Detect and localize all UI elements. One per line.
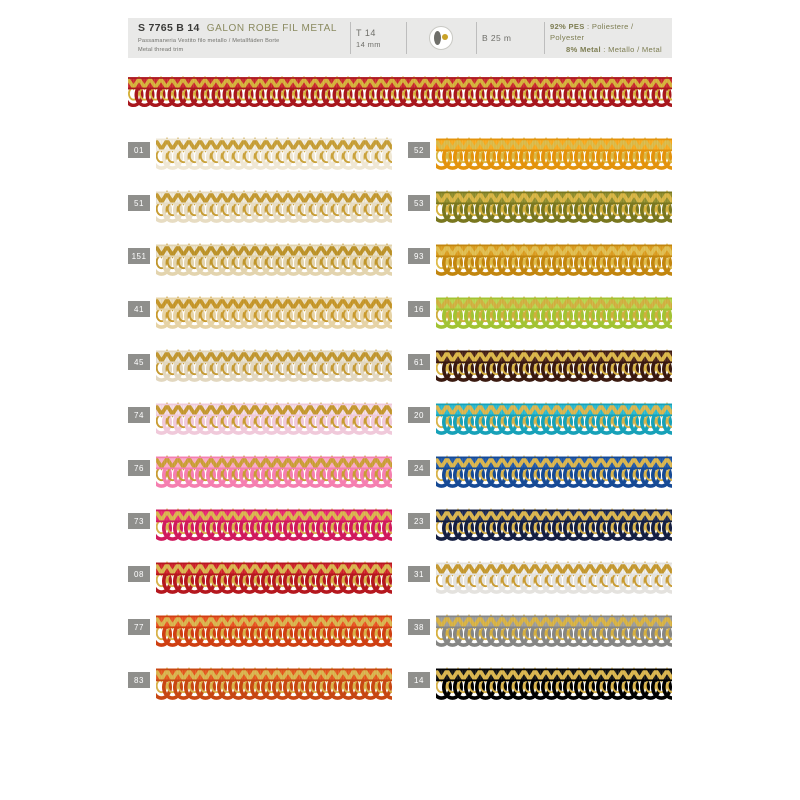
header-code-cell [128, 18, 350, 58]
swatch-color-code: 74 [128, 407, 150, 423]
swatch-row[interactable] [128, 234, 392, 285]
swatch-sample [156, 502, 392, 544]
quantity-label: B 25 m [482, 33, 512, 43]
swatch-row[interactable] [128, 446, 392, 497]
swatch-sample [156, 131, 392, 173]
swatch-sample [436, 449, 672, 491]
composition-line-1 [550, 21, 662, 44]
swatch-sample [436, 343, 672, 385]
swatch-color-code: 73 [128, 513, 150, 529]
swatch-row[interactable] [408, 128, 672, 179]
product-subtitle-line2: Metal thread trim [138, 46, 184, 53]
swatch-sample [436, 184, 672, 226]
swatch-sample [156, 396, 392, 438]
product-subtitle-line1: Passamaneria Vestito filo metallo / Metallfäden Borte [138, 38, 280, 45]
composition-2-text: : Metallo / Metal [603, 44, 662, 54]
swatch-sample [156, 343, 392, 385]
product-subtitle [138, 37, 344, 53]
swatch-color-code: 76 [128, 460, 150, 476]
swatch-row[interactable] [408, 446, 672, 497]
header-spool-cell [406, 18, 476, 58]
swatch-row[interactable] [128, 393, 392, 444]
swatch-row[interactable] [128, 552, 392, 603]
swatch-color-code: 51 [128, 195, 150, 211]
thread-spool-icon [429, 26, 453, 50]
swatch-color-code: 93 [408, 248, 430, 264]
swatch-row[interactable] [128, 128, 392, 179]
swatch-row[interactable] [408, 552, 672, 603]
swatch-color-code: 20 [408, 407, 430, 423]
swatch-sample [156, 661, 392, 703]
swatch-sample [436, 396, 672, 438]
swatch-row[interactable] [408, 340, 672, 391]
composition-2-value: 8% Metal [565, 44, 601, 54]
hero-sample-strip [128, 70, 672, 110]
swatch-row[interactable] [128, 499, 392, 550]
header-quantity-cell [476, 18, 544, 58]
size-mm: 14 mm [356, 39, 381, 49]
swatch-sample [156, 608, 392, 650]
swatch-color-code: 61 [408, 354, 430, 370]
swatch-sample [156, 555, 392, 597]
swatch-color-code: 41 [128, 301, 150, 317]
swatch-row[interactable] [408, 234, 672, 285]
swatch-row[interactable] [128, 287, 392, 338]
swatch-color-code: 01 [128, 142, 150, 158]
swatch-color-code: 151 [128, 248, 150, 264]
swatch-color-code: 77 [128, 619, 150, 635]
size-code: T 14 [356, 27, 376, 38]
swatch-sample [156, 237, 392, 279]
swatch-sample [436, 661, 672, 703]
swatch-row[interactable] [408, 499, 672, 550]
swatch-column-right [408, 128, 672, 711]
swatch-sample [156, 449, 392, 491]
composition-line-2 [566, 44, 662, 55]
composition-1-text: : Poliestere / Polyester [550, 21, 634, 43]
swatch-color-code: 53 [408, 195, 430, 211]
swatch-color-code: 24 [408, 460, 430, 476]
swatch-sample [436, 131, 672, 173]
swatch-row[interactable] [408, 287, 672, 338]
swatch-row[interactable] [128, 605, 392, 656]
swatch-sample [436, 237, 672, 279]
swatch-color-code: 31 [408, 566, 430, 582]
swatch-color-code: 38 [408, 619, 430, 635]
swatch-sample [436, 502, 672, 544]
swatch-sample [156, 184, 392, 226]
swatch-color-code: 45 [128, 354, 150, 370]
swatch-row[interactable] [408, 393, 672, 444]
swatch-color-code: 08 [128, 566, 150, 582]
swatch-color-code: 16 [408, 301, 430, 317]
swatch-color-code: 83 [128, 672, 150, 688]
product-name: GALON ROBE FIL METAL [206, 23, 338, 35]
header-size-cell [350, 18, 406, 58]
swatch-sample [156, 290, 392, 332]
swatch-color-code: 52 [408, 142, 430, 158]
product-code: S 7765 B 14 [138, 22, 200, 35]
swatch-row[interactable] [408, 181, 672, 232]
swatch-color-code: 23 [408, 513, 430, 529]
swatch-sample [436, 555, 672, 597]
composition-1-value: 92% PES [550, 21, 585, 31]
swatch-color-code: 14 [408, 672, 430, 688]
swatch-row[interactable] [128, 658, 392, 709]
swatch-sample [436, 608, 672, 650]
header-code-line [138, 22, 344, 34]
header-composition-cell [544, 18, 672, 58]
swatch-row[interactable] [408, 658, 672, 709]
swatch-row[interactable] [408, 605, 672, 656]
product-header-bar [128, 18, 672, 58]
swatch-sample [436, 290, 672, 332]
swatch-column-left [128, 128, 392, 711]
swatch-row[interactable] [128, 181, 392, 232]
swatch-row[interactable] [128, 340, 392, 391]
